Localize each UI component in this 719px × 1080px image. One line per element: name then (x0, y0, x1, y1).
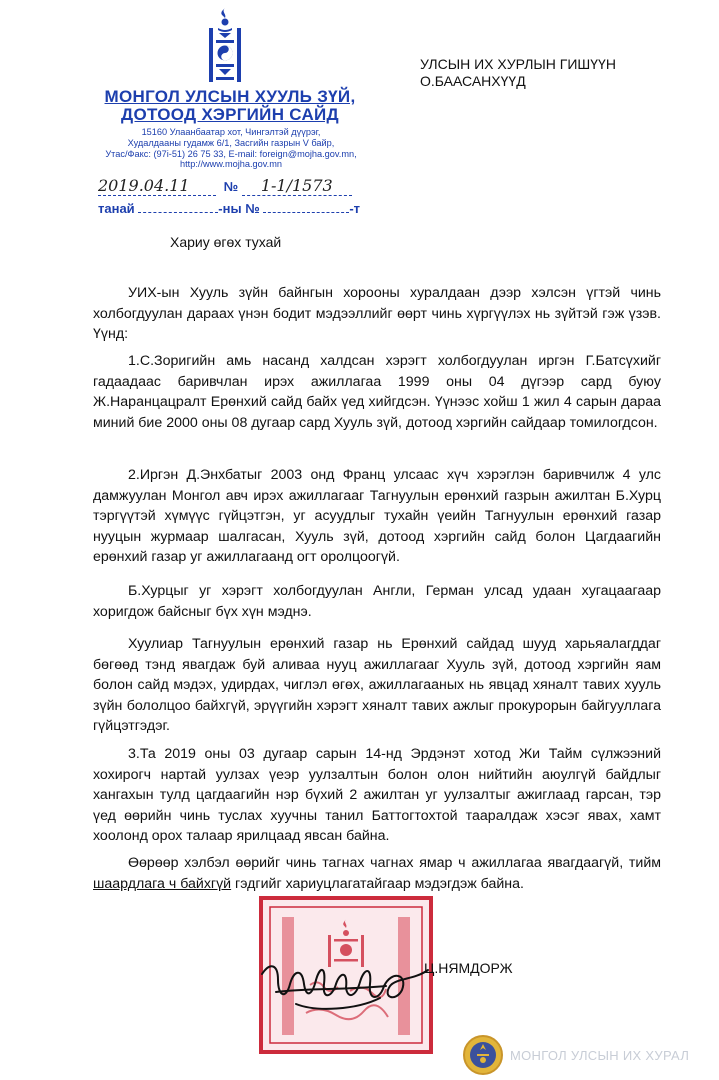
reply-label-t: -т (349, 201, 361, 216)
signer-name: Ц.НЯМДОРЖ (424, 960, 513, 976)
address-line2: Худалдааны гудамж 6/1, Засгийн газрын V байр, (127, 137, 335, 148)
addressee-name: О.БААСАНХҮҮД (420, 73, 526, 89)
paragraph-2: 2.Иргэн Д.Энхбатыг 2003 онд Франц улсаас хүч хэрэглэн баривчилж 4 улс дамжуулан Монгол авч ирэх ажиллагааг Тагнуулын ерөнхий газрын ажилтан Б.Хурц тэргүүтэй хүмүүс гүйцэтгэн, уг асуудлыг тухайн үеийн Тагнуулын ерөнхий газар нууцын журмаар шалгасан, Хууль зүй, дотоод хэргийн сайд болон Цагдаагийн ерөнхий газар уг ажиллагаанд огт оролцоогүй. (93, 467, 661, 566)
paragraph-6 (93, 853, 661, 894)
addressee-title: УЛСЫН ИХ ХУРЛЫН ГИШҮҮН (420, 56, 616, 72)
number-handwritten: 1-1/1573 (242, 176, 352, 196)
paragraph-5: 3.Та 2019 оны 03 дугаар сарын 14-нд Эрдэнэт хотод Жи Тайм сүлжээний хохирогч нартай уулзах үеэр уулзалтын болон олон нийтийн аюулгүй байдлыг хангахын тулд цагдаагийн нэр бүхий 2 ажилтан уг уулзалтыг ажиглаад гарсан, тэр үед өөрийн чинь туслах хуучны танил Баттогтохтой тааралдаж хэсэг явах, хамт хоолонд орох талаар ярилцаад явсан байна. (93, 746, 661, 845)
reply-reference-line (98, 201, 360, 216)
paragraph-4: Хуулиар Тагнуулын ерөнхий газар нь Ерөнхий сайдад шууд харьяалагддаг бөгөөд тэнд явагдаж буй аливаа нууц ажиллагааг Хууль зүй, дотоод хэргийн яам болон сайд мэдэх, удирдах, чиглэл өгөх, ажиллагааных нь явцад хяналт тавих хууль зүйн бололцоо байхгүй, эрүүгийн хэрэгт хяналт тавих ажлыг прокурорын байгууллага гүйцэтгэдэг. (93, 636, 661, 735)
parliament-emblem-icon (460, 1034, 506, 1076)
number-label: № (223, 179, 239, 194)
address-line4: http://www.mojha.gov.mn (180, 159, 282, 170)
reply-label-tanai: танай (98, 201, 135, 216)
paragraph-6-underlined: шаардлага ч байхгүй (93, 875, 232, 892)
ministry-name-line1: МОНГОЛ УЛСЫН ХУУЛЬ ЗҮЙ, (104, 87, 356, 106)
paragraph-6-part1: Өөрөөр хэлбэл өөрийг чинь тагнах чагнах ямар ч ажиллагаа явагдаагүй, тийм (128, 855, 661, 871)
paragraph-intro: УИХ-ын Хууль зүйн байнгын хорооны хуралдаан дээр хэлсэн үгтэй чинь холбогдуулан дараах үнэн бодит мэдээллийг өөрт чинь хүргүүлэх нь зүйтэй гэж үзэв. Үүнд: (93, 285, 661, 343)
ministry-address (96, 127, 366, 170)
soyombo-emblem-icon (205, 6, 245, 86)
paragraph-6-part3: гэдгийг хариуцлагатайгаар мэдэгдэж байна. (231, 875, 524, 892)
ministry-name (100, 88, 360, 124)
date-number-line (98, 176, 352, 196)
ministry-name-line2: ДОТООД ХЭРГИЙН САЙД (121, 105, 339, 124)
footer-watermark: МОНГОЛ УЛСЫН ИХ ХУРАЛ (510, 1048, 690, 1063)
date-handwritten: 2019.04.11 (98, 176, 216, 196)
addressee-block (420, 56, 616, 90)
handwritten-signature (256, 940, 446, 1030)
address-line3: Утас/Факс: (97і-51) 26 75 33, E-mail: foreign@mojha.gov.mn, (105, 148, 357, 159)
letter-subject: Хариу өгөх тухай (170, 234, 282, 250)
paragraph-1: 1.С.Зоригийн амь насанд халдсан хэрэгт холбогдуулан иргэн Г.Батсүхийг гадаадаас баривчлан ирэх ажиллагаа 1999 оны 04 дүгээр сард буюу Ж.Наранцацралт Ерөнхий сайд байх үед хийгдсэн. Үүнээс хойш 1 жил 4 сарын дараа миний бие 2000 оны 08 дугаар сард Хууль зүй, дотоод хэргийн сайдаар томилогдсон. (93, 353, 661, 431)
reply-date-blank (138, 212, 218, 213)
reply-label-nyi: -ны № (218, 201, 260, 216)
address-line1: 15160 Улаанбаатар хот, Чингэлтэй дүүрэг, (141, 127, 321, 137)
reply-number-blank (263, 212, 349, 213)
paragraph-3: Б.Хурцыг уг хэрэгт холбогдуулан Англи, Герман улсад удаан хугацаагаар хоригдож байсныг бүх хүн мэднэ. (93, 583, 661, 620)
